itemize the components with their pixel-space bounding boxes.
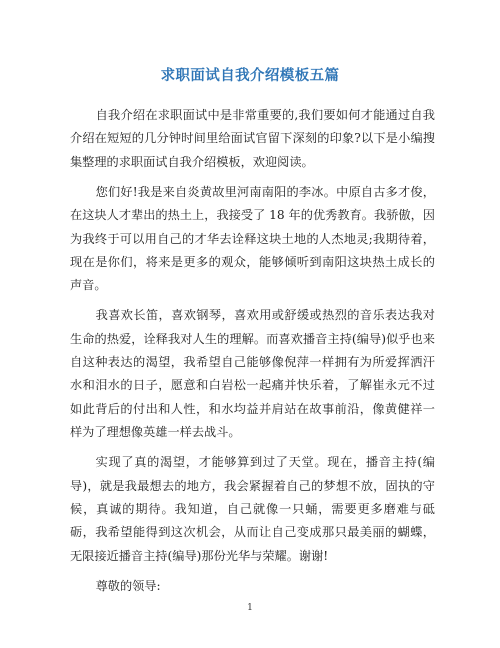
document-title: 求职面试自我介绍模板五篇	[160, 68, 340, 84]
paragraph-aspiration: 实现了真的渴望，才能够算到过了天堂。现在，播音主持(编导)，就是我最想去的地方，我会紧握着自己的梦想不放，固执的守候，真诚的期待。我知道，自己就像一只蛹，需要更多磨难与砥砺，我希望能得到这次机会，从而让自己变成那只最美丽的蝴蝶，无限接近播音主持(编导)那份光华与荣耀。谢谢!	[70, 455, 435, 563]
paragraph-salutation: 尊敬的领导:	[95, 578, 161, 593]
document-body	[70, 104, 435, 605]
paragraph-intro: 自我介绍在求职面试中是非常重要的,我们要如何才能通过自我介绍在短短的几分钟时间里给面试官留下深刻的印象?以下是小编搜集整理的求职面试自我介绍模板，欢迎阅读。	[70, 108, 435, 169]
paragraph-hobbies: 我喜欢长笛，喜欢钢琴，喜欢用或舒缓或热烈的音乐表达我对生命的热爱，诠释我对人生的理解。而喜欢播音主持(编导)似乎也来自这种表达的渴望，我希望自己能够像倪萍一样拥有为所爱挥洒汗水和泪水的日子，愿意和白岩松一起痛并快乐着，了解崔永元不过如此背后的付出和人性，和水均益并肩站在故事前沿，像黄健祥一样为了理想像英雄一样去战斗。	[70, 308, 435, 440]
paragraph-greeting: 您们好!我是来自炎黄故里河南南阳的李冰。中原自古多才俊，在这块人才辈出的热土上，我接受了 18 年的优秀教育。我骄傲，因为我终于可以用自己的才华去诠释这块土地的人杰地灵;我期待着，现在是你们，将来是更多的观众，能够倾听到南阳这块热土成长的声音。	[70, 184, 435, 293]
page-number: 1	[247, 603, 253, 613]
